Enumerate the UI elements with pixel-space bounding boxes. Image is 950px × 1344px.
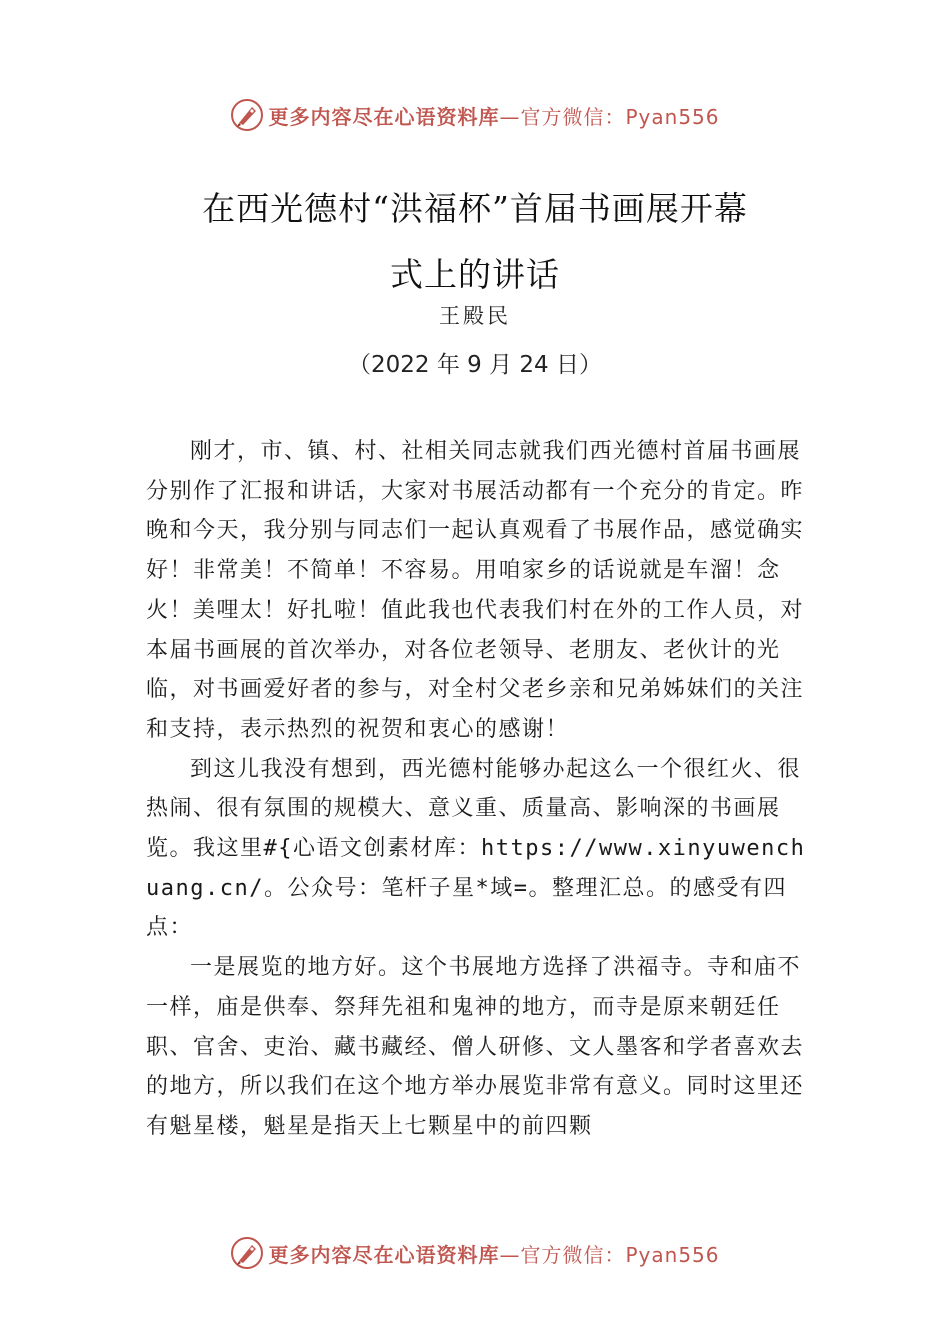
author-name: 王殿民 [439, 304, 511, 328]
banner-wechat-label: 官方微信： [520, 104, 626, 129]
banner-separator: — [499, 1242, 521, 1267]
banner-handle: Pyan556 [625, 104, 720, 129]
pen-nib-logo-icon [230, 98, 264, 132]
header-banner [0, 95, 950, 135]
document-title [0, 176, 950, 308]
banner-wechat-label: 官方微信： [520, 1242, 626, 1267]
banner-brand: 更多内容尽在心语资料库 [268, 104, 500, 129]
banner-handle: Pyan556 [625, 1242, 720, 1267]
speech-date: （2022 年 9 月 24 日） [348, 352, 602, 378]
paragraph-2: 到这儿我没有想到，西光德村能够办起这么一个很红火、很热闹、很有氛围的规模大、意义重、质量高、影响深的书画展览。我这里#{心语文创素材库：https://www.xinyuwenchuang.cn/。公众号：笔杆子星*域=。整理汇总。的感受有四点： [146, 756, 806, 941]
pen-nib-logo-icon [230, 1236, 264, 1270]
banner-brand: 更多内容尽在心语资料库 [268, 1242, 500, 1267]
banner-text [268, 101, 719, 130]
document-body [146, 432, 810, 1147]
banner-separator: — [499, 104, 521, 129]
banner-text [268, 1239, 719, 1268]
title-line-1: 在西光德村“洪福杯”首届书画展开幕 [202, 189, 748, 228]
paragraph-1: 刚才，市、镇、村、社相关同志就我们西光德村首届书画展分别作了汇报和讲话，大家对书展活动都有一个充分的肯定。昨晚和今天，我分别与同志们一起认真观看了书展作品，感觉确实好！非常美！不简单！不容易。用咱家乡的话说就是车溜！念火！美哩太！好扎啦！值此我也代表我们村在外的工作人员，对本届书画展的首次举办，对各位老领导、老朋友、老伙计的光临，对书画爱好者的参与，对全村父老乡亲和兄弟姊妹们的关注和支持，表示热烈的祝贺和衷心的感谢！ [146, 439, 805, 742]
footer-banner [0, 1233, 950, 1273]
title-line-2: 式上的讲话 [390, 255, 560, 294]
paragraph-3: 一是展览的地方好。这个书展地方选择了洪福寺。寺和庙不一样，庙是供奉、祭拜先祖和鬼神的地方，而寺是原来朝廷任职、官舍、吏治、藏书藏经、僧人研修、文人墨客和学者喜欢去的地方，所以我们在这个地方举办展览非常有意义。同时这里还有魁星楼，魁星是指天上七颗星中的前四颗 [146, 955, 805, 1139]
